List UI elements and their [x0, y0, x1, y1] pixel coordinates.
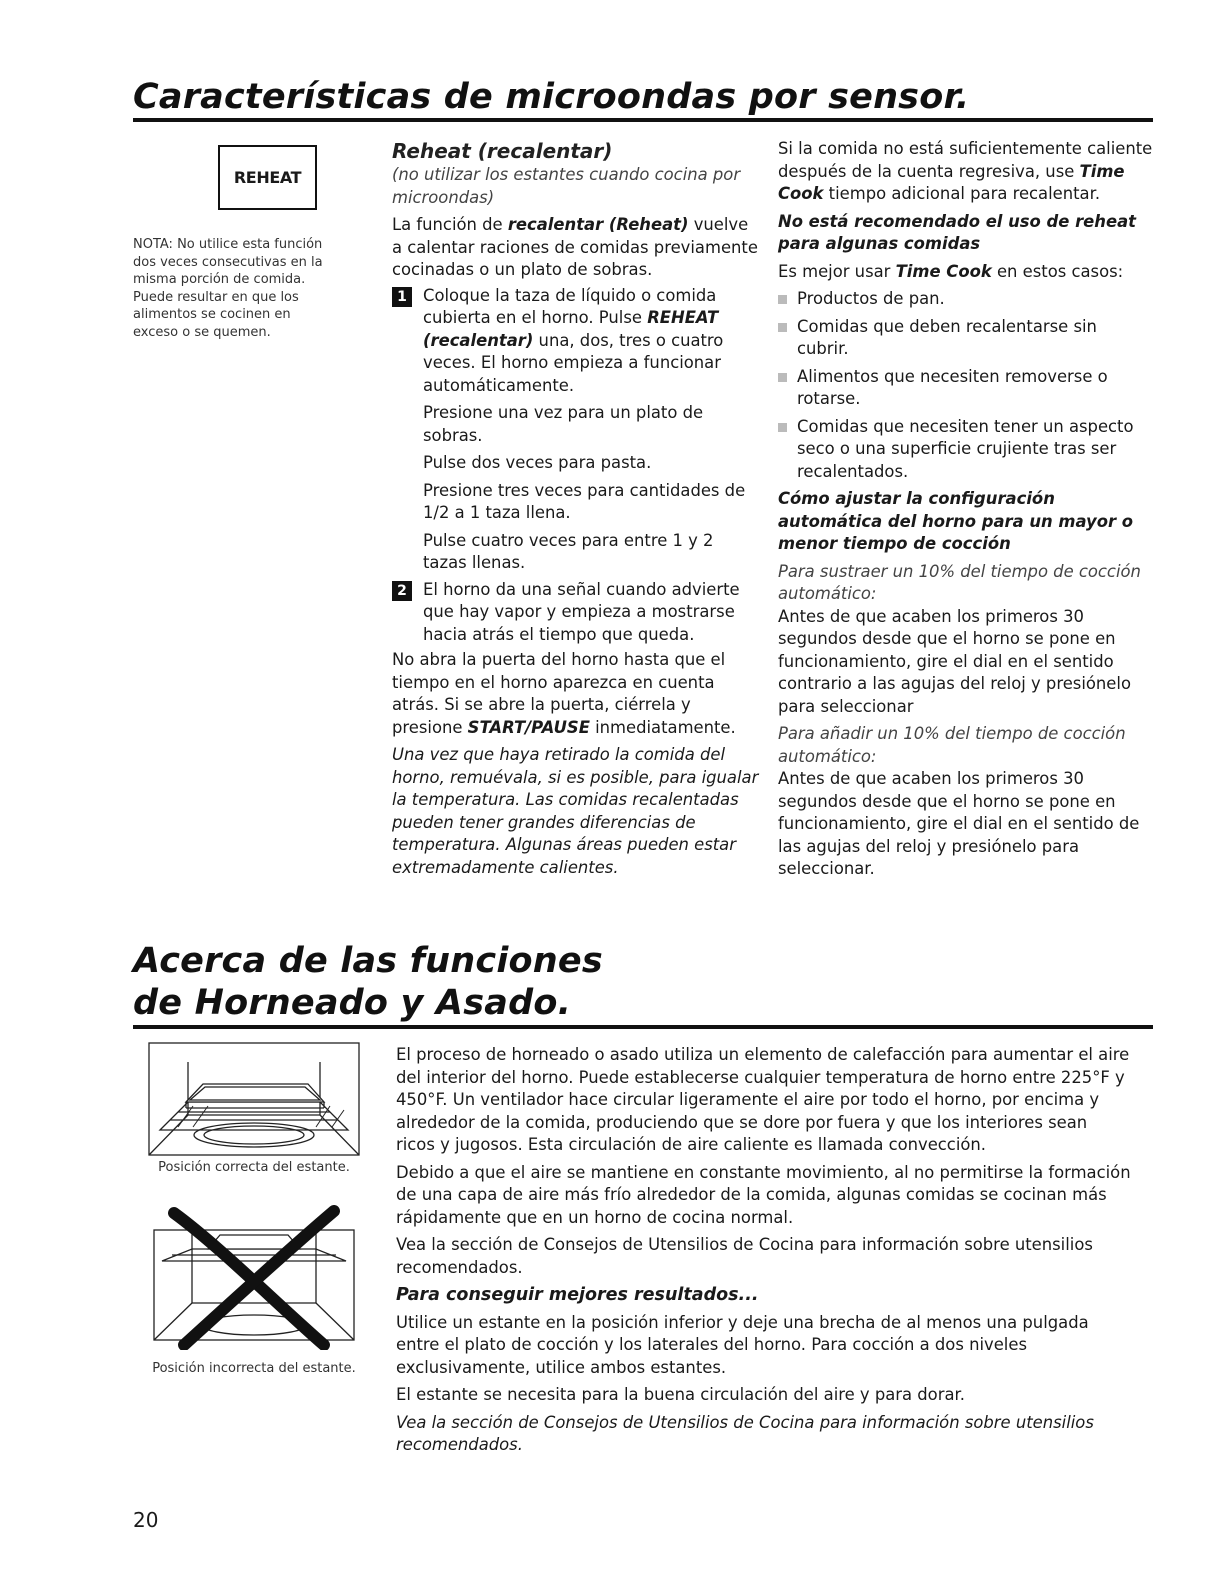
caption-incorrect: Posición incorrecta del estante. — [152, 1361, 356, 1376]
step-2 — [392, 579, 759, 647]
step-1-twice: Pulse dos veces para pasta. — [423, 453, 652, 472]
incorrect-rack-illustration — [148, 1205, 360, 1350]
page-number: 20 — [133, 1508, 159, 1532]
note-text: NOTA: No utilice esta función dos veces consecutivas en la misma porción de comida. Puede resultar en que los alimentos se cocinen en exceso o se quemen. — [133, 237, 323, 340]
subtract-heading: Para sustraer un 10% del tiempo de cocción automático: — [778, 561, 1141, 603]
step-1-text: Coloque la taza de líquido o comida cubierta en el horno. Pulse REHEAT (recalentar) una, dos, tres o cuatro veces. El horno empieza a funcionar automáticamente. — [423, 285, 724, 395]
section2-rule — [133, 1025, 1153, 1029]
correct-rack-illustration — [148, 1042, 360, 1157]
bake-paragraph-3: Vea la sección de Consejos de Utensilios de Cocina para información sobre utensilios recomendados. — [396, 1235, 1093, 1277]
time-cook-text: Si la comida no está suficientemente caliente después de la cuenta regresiva, use Time Cook tiempo adicional para recalentar. — [778, 139, 1153, 203]
list-item: Alimentos que necesiten removerse o rotarse. — [778, 366, 1153, 411]
bake-paragraph-1: El proceso de horneado o asado utiliza un elemento de calefacción para aumentar el aire del interior del horno. Puede establecerse cualquier temperatura de horno entre 225°F y 450°F. Un ventilador hace circular ligeramente el aire por todo el horno, por encima y alrededor de la comida, produciendo que se dore por fuera y que los interiores sean ricos y jugosos. Esta circulación de aire caliente es llamada convección. — [396, 1045, 1130, 1154]
bake-paragraph-5: El estante se necesita para la buena circulación del aire y para dorar. — [396, 1385, 965, 1404]
section2-title-line2: de Horneado y Asado. — [133, 983, 572, 1023]
step-1-three: Presione tres veces para cantidades de 1/2 a 1 taza llena. — [423, 480, 746, 522]
section1-title: Características de microondas por sensor. — [133, 77, 970, 117]
subtract-text: Antes de que acaben los primeros 30 segundos desde que el horno se pone en funcionamiento, gire el dial en el sentido contrario a las agujas del reloj y presiónelo para seleccionar — [778, 606, 1131, 716]
list-item: Comidas que necesiten tener un aspecto seco o una superficie crujiente tras ser recalentados. — [778, 416, 1153, 484]
bake-paragraph-4: Utilice un estante en la posición inferior y deje una brecha de al menos una pulgada entre el plato de cocción y los laterales del horno. Para cocción a dos niveles exclusivamente, utilice ambos estantes. — [396, 1312, 1089, 1377]
reheat-subheading: (no utilizar los estantes cuando cocina por microondas) — [392, 165, 741, 207]
warning-text: Una vez que haya retirado la comida del horno, remuévala, si es posible, para igualar la temperatura. Las comidas recalentadas pueden tener grandes diferencias de temperatura. Algunas áreas pueden estar extremadamente calientes. — [392, 745, 759, 877]
best-results-heading: Para conseguir mejores resultados... — [396, 1285, 759, 1305]
add-text: Antes de que acaben los primeros 30 segundos desde que el horno se pone en funcionamiento, gire el dial en el sentido de las agujas del reloj y presiónelo para seleccionar. — [778, 769, 1140, 878]
step-1-four: Pulse cuatro veces para entre 1 y 2 tazas llenas. — [423, 530, 714, 572]
better-text: Es mejor usar Time Cook en estos casos: — [778, 261, 1124, 281]
reheat-button-label: REHEAT — [233, 168, 302, 187]
bake-paragraph-6: Vea la sección de Consejos de Utensilios de Cocina para información sobre utensilios recomendados. — [396, 1412, 1094, 1454]
step-2-text: El horno da una señal cuando advierte que hay vapor y empieza a mostrarse hacia atrás el tiempo que queda. — [423, 579, 740, 644]
step-1-once: Presione una vez para un plato de sobras. — [423, 403, 704, 445]
time-cook-column — [778, 138, 1153, 881]
step-number-2: 2 — [392, 581, 412, 601]
bullet-icon — [778, 323, 787, 332]
bake-paragraph-2: Debido a que el aire se mantiene en constante movimiento, al no permitirse la formación de una capa de aire más frío alrededor de la comida, algunas comidas se cocinan más rápidamente que en un horno de cocina normal. — [396, 1162, 1131, 1227]
step-1 — [392, 285, 759, 575]
section2-title-line1: Acerca de las funciones — [133, 941, 603, 981]
step-number-1: 1 — [392, 287, 412, 307]
adjust-heading: Cómo ajustar la configuración automática del horno para un mayor o menor tiempo de cocción — [778, 489, 1134, 553]
list-item: Productos de pan. — [778, 288, 1153, 311]
bullet-icon — [778, 373, 787, 382]
caption-correct: Posición correcta del estante. — [158, 1160, 350, 1175]
add-heading: Para añadir un 10% del tiempo de cocción automático: — [778, 724, 1126, 766]
reheat-button — [218, 145, 317, 210]
bullet-icon — [778, 423, 787, 432]
reheat-heading: Reheat (recalentar) — [392, 139, 613, 163]
reheat-column — [392, 138, 759, 879]
reheat-intro: La función de recalentar (Reheat) vuelve a calentar raciones de comidas previamente cocinadas o un plato de sobras. — [392, 215, 758, 279]
section1-rule — [133, 118, 1153, 122]
not-recommended-heading: No está recomendado el uso de reheat para algunas comidas — [778, 211, 1136, 253]
bullet-icon — [778, 295, 787, 304]
list-item: Comidas que deben recalentarse sin cubrir. — [778, 316, 1153, 361]
door-text: No abra la puerta del horno hasta que el tiempo en el horno aparezca en cuenta atrás. Si se abre la puerta, ciérrela y presione START/PAUSE inmediatamente. — [392, 650, 736, 737]
bake-text-column — [396, 1044, 1131, 1457]
